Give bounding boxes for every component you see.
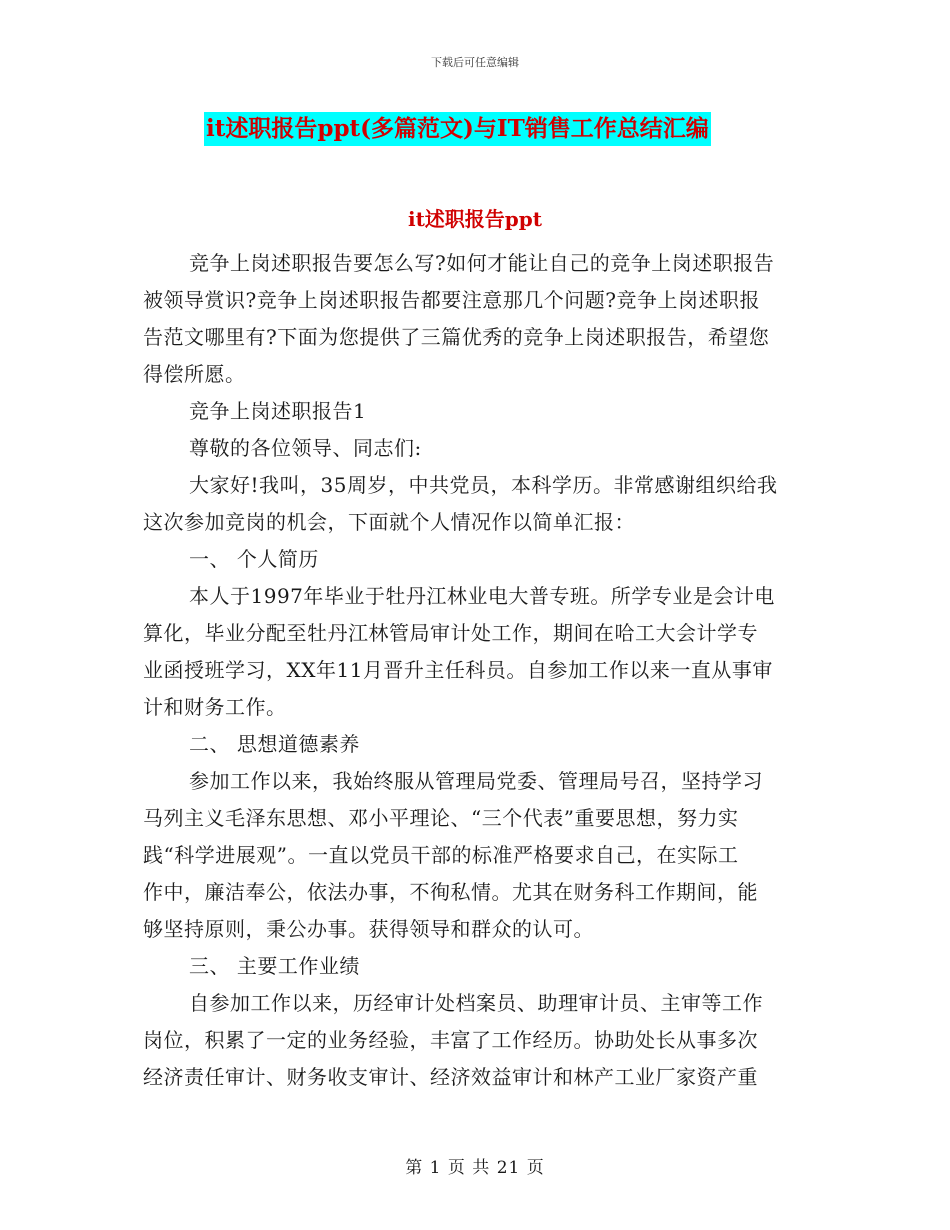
- text-line: 三、 主要工作业绩: [189, 954, 360, 978]
- text-line: 经济责任审计、财务收支审计、经济效益审计和林产工业厂家资产重: [143, 1065, 758, 1089]
- text-line: 够坚持原则，秉公办事。获得领导和群众的认可。: [143, 917, 594, 941]
- section-title: it述职报告ppt: [407, 207, 543, 231]
- text-line: 计和财务工作。: [143, 695, 287, 719]
- document-title: it述职报告ppt(多篇范文)与IT销售工作总结汇编: [204, 112, 711, 146]
- text-line: 得偿所愿。: [143, 362, 246, 386]
- text-line: 尊敬的各位领导、同志们:: [189, 436, 422, 460]
- text-line: 算化，毕业分配至牡丹江林管局审计处工作，期间在哈工大会计学专: [143, 621, 758, 645]
- header-note: 下载后可任意编辑: [431, 56, 519, 69]
- text-line: 践“科学进展观”。一直以党员干部的标准严格要求自己，在实际工: [143, 843, 739, 867]
- text-line: 作中，廉洁奉公，依法办事，不徇私情。尤其在财务科工作期间，能: [143, 880, 758, 904]
- text-line: 大家好!我叫，35周岁，中共党员，本科学历。非常感谢组织给我: [189, 473, 778, 497]
- text-line: 这次参加竞岗的机会，下面就个人情况作以简单汇报：: [143, 510, 635, 534]
- text-line: 被领导赏识?竞争上岗述职报告都要注意那几个问题?竞争上岗述职报: [143, 288, 760, 312]
- text-line: 参加工作以来，我始终服从管理局党委、管理局号召，坚持学习: [189, 769, 763, 793]
- text-line: 二、 思想道德素养: [189, 732, 360, 756]
- text-line: 本人于1997年毕业于牡丹江林业电大普专班。所学专业是会计电: [189, 584, 775, 608]
- text-line: 竞争上岗述职报告要怎么写?如何才能让自己的竞争上岗述职报告: [189, 251, 775, 275]
- body-text: [143, 245, 811, 1096]
- text-line: 竞争上岗述职报告1: [189, 399, 367, 423]
- text-line: 马列主义毛泽东思想、邓小平理论、“三个代表”重要思想，努力实: [143, 806, 739, 830]
- text-line: 告范文哪里有?下面为您提供了三篇优秀的竞争上岗述职报告，希望您: [143, 325, 770, 349]
- text-line: 自参加工作以来，历经审计处档案员、助理审计员、主审等工作: [189, 991, 763, 1015]
- text-line: 岗位，积累了一定的业务经验，丰富了工作经历。协助处长从事多次: [143, 1028, 758, 1052]
- text-line: 业函授班学习，XX年11月晋升主任科员。自参加工作以来一直从事审: [143, 658, 773, 682]
- text-line: 一、 个人简历: [189, 547, 319, 571]
- page-footer: 第 1 页 共 21 页: [405, 1158, 545, 1178]
